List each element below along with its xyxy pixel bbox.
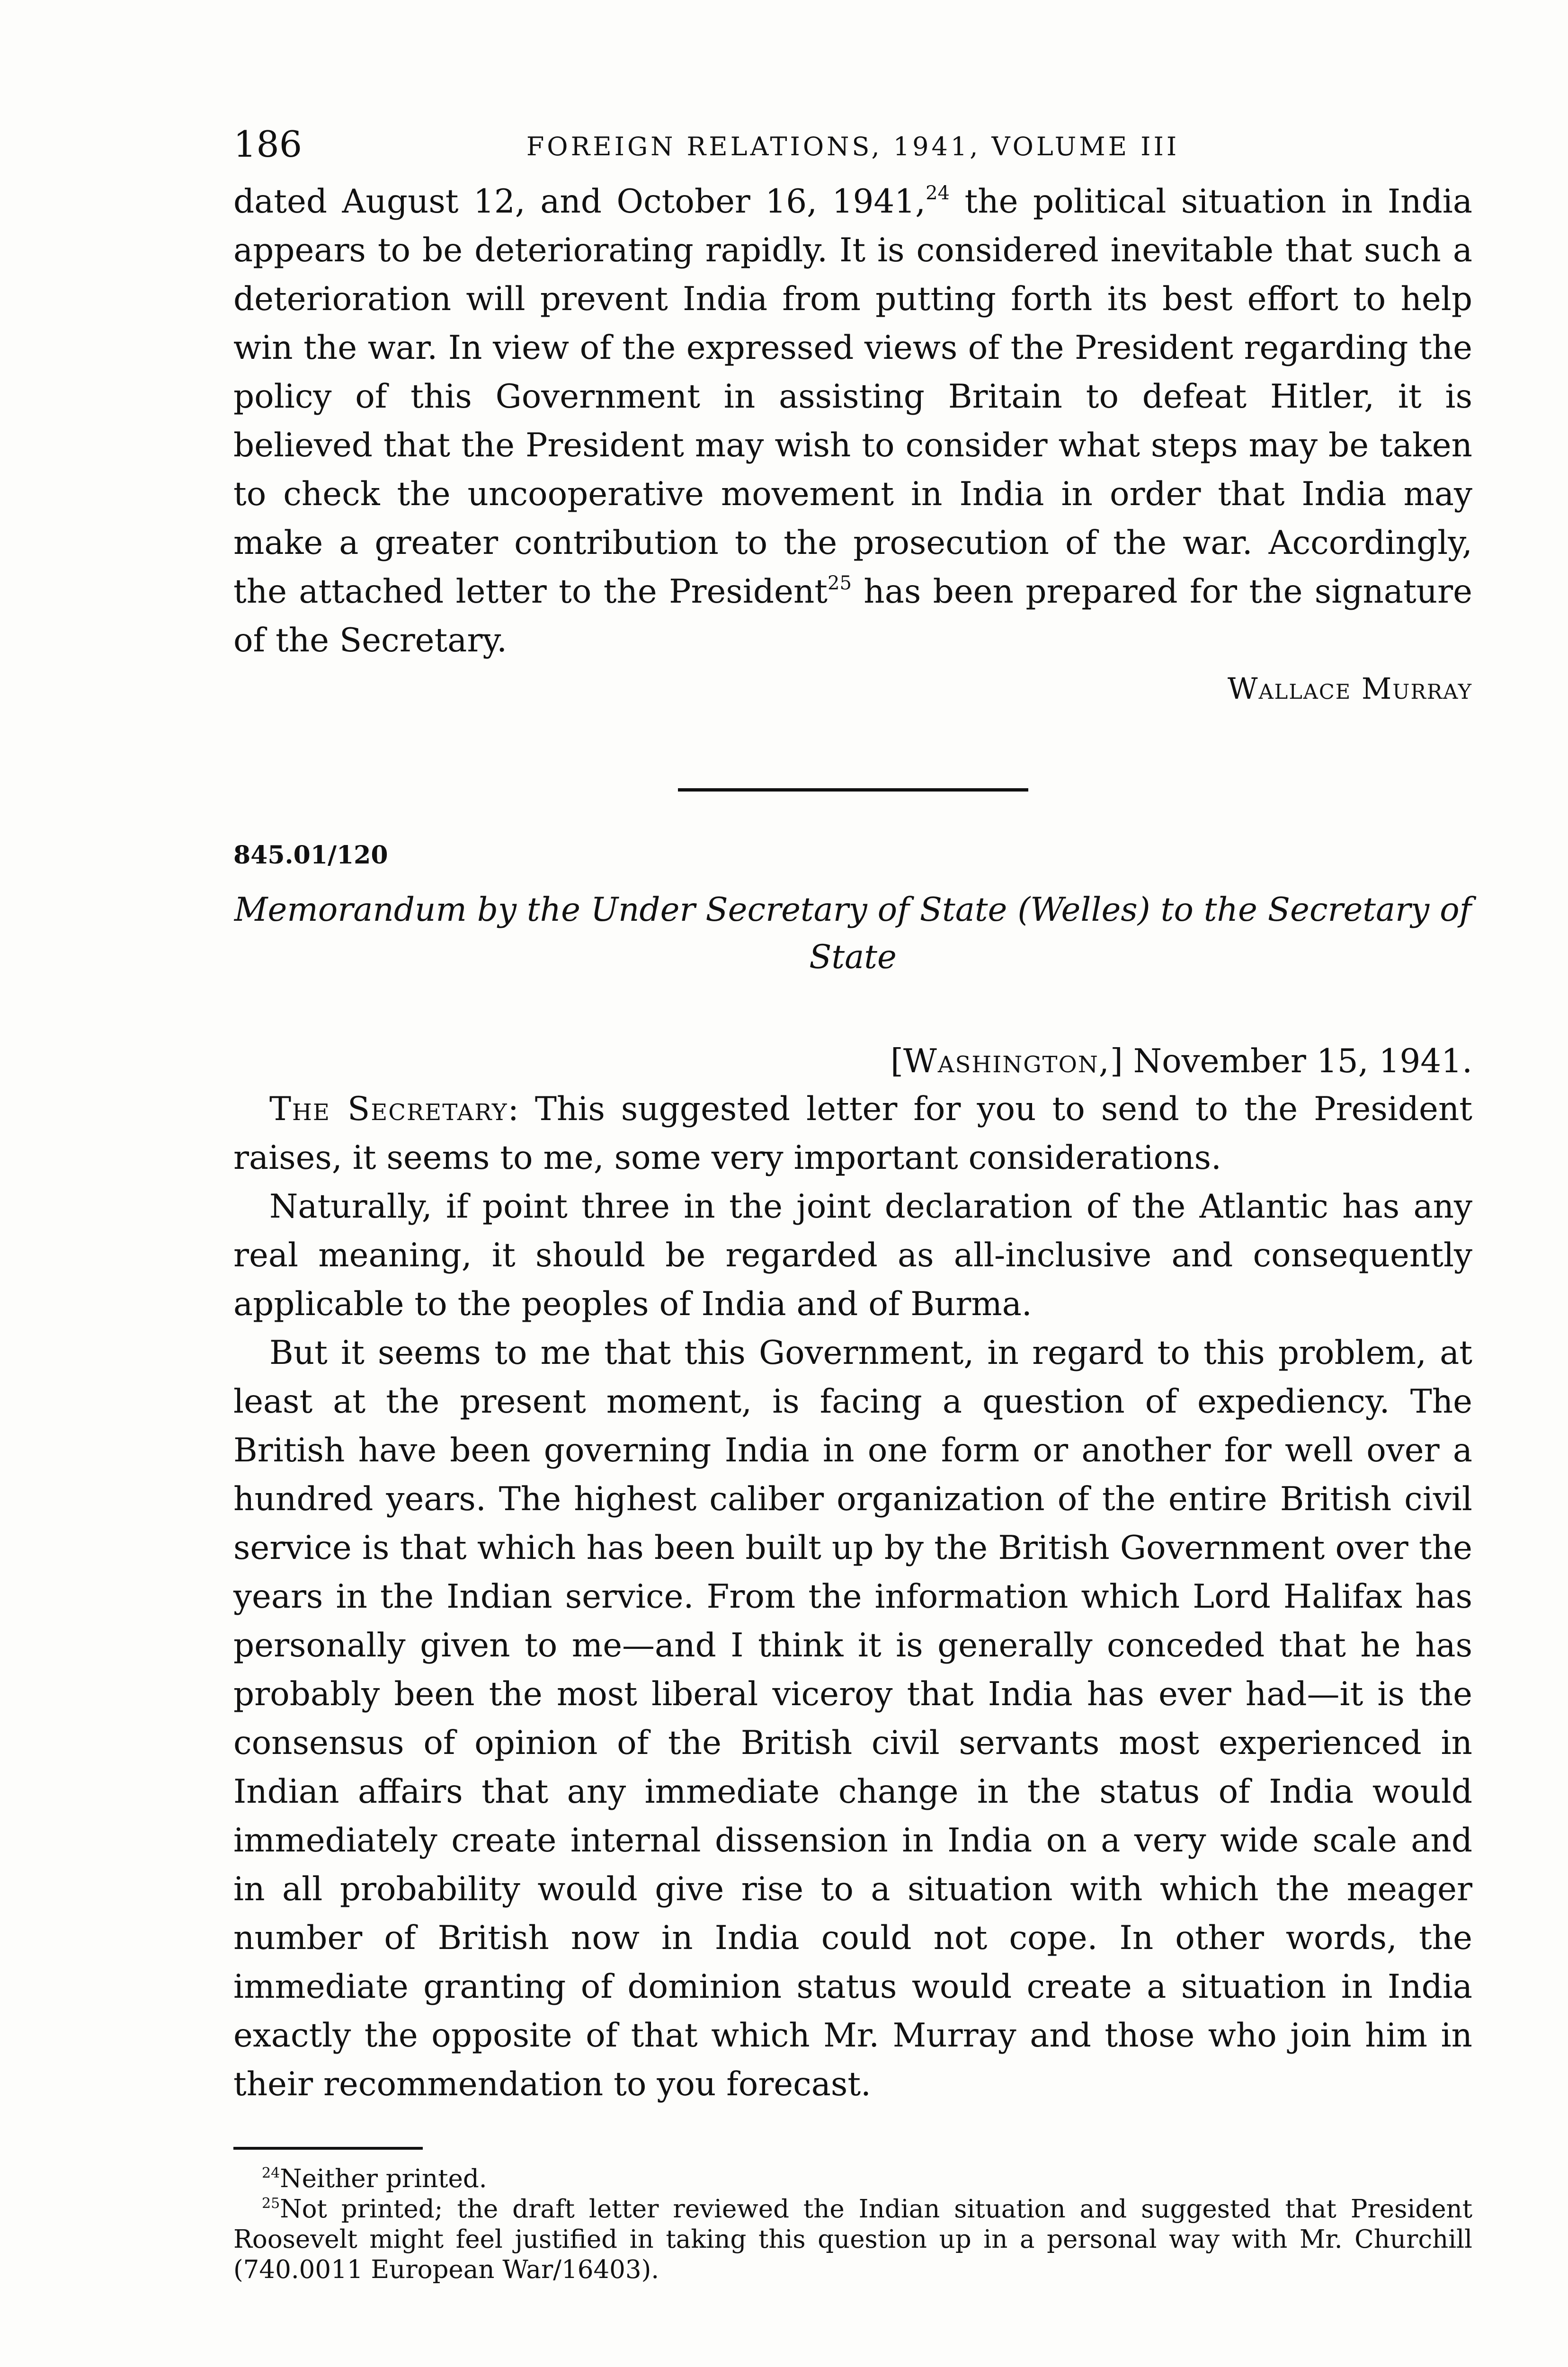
section-divider [678, 788, 1028, 792]
paragraph: But it seems to me that this Government, in regard to this problem, at least at the present moment, is facing a question of expediency. The British have been governing India in one form or another for well over a hundred years. The highest caliber organization of the entire British civil service is that which has been built up by the British Government over the years in the Indian service. From the information which Lord Halifax has personally given to me—and I think it is generally conceded that he has probably been the most liberal viceroy that India has ever had—it is the consensus of opinion of the British civil servants most experienced in Indian affairs that any immediate change in the status of India would immediately create internal dissension in India on a very wide scale and in all probability would give rise to a situation with which the meager number of British now in India could not cope. In other words, the immediate granting of dominion status would create a situation in India exactly the opposite of that which Mr. Murray and those who join him in their recommendation to you forecast. [233, 1334, 1472, 2103]
paragraph-text: the political situation in India appears to be deteriorating rapidly. It is considered inevitable that such a deterioration will prevent India from putting forth its best effort to help win the war. In view of the expressed views of the President regarding the policy of this Government in assisting Britain to defeat Hitler, it is believed that the President may wish to consider what steps may be taken to check the uncooperative movement in India in order that India may make a greater contribution to the prosecution of the war. Accordingly, the attached letter to the President [233, 183, 1473, 611]
paragraph: Naturally, if point three in the joint declaration of the Atlantic has any real meaning, it should be regarded as all-inclusive and consequently applicable to the peoples of India and of Burma. [233, 1188, 1472, 1323]
paragraph-continued [233, 178, 1472, 665]
page-number: 186 [233, 123, 303, 165]
paragraph-text: : This suggested letter for you to send to the President raises, it seems to me, some very important considerations. [233, 1090, 1472, 1177]
running-head: FOREIGN RELATIONS, 1941, VOLUME III [526, 132, 1180, 161]
dateline-date: November 15, 1941. [1133, 1042, 1472, 1080]
footnote-marker: 24 [262, 2165, 280, 2181]
paragraph-salutation [233, 1085, 1472, 1183]
page-header [233, 121, 1472, 178]
footnote-text: Not printed; the draft letter reviewed the Indian situation and suggested that President Roosevelt might feel justified in taking this question up in a personal way with Mr. Churchill (740.0011 European War/16403). [233, 2195, 1472, 2284]
footnote-ref-24: 24 [926, 182, 950, 204]
footnote-ref-25: 25 [828, 572, 852, 594]
file-number: 845.01/120 [233, 841, 388, 870]
footnote-25 [233, 2194, 1472, 2285]
dateline-place: Washington, [903, 1042, 1110, 1080]
paragraph-text: has been prepared for the signature of the Secretary. [233, 573, 1472, 659]
paragraph-text: dated August 12, and October 16, 1941, [233, 183, 926, 221]
footnote-marker: 25 [262, 2195, 280, 2212]
dateline: [Washington,] November 15, 1941. [891, 1042, 1472, 1080]
document-page [233, 121, 1472, 2285]
signature [233, 665, 1472, 712]
footnotes [233, 2164, 1472, 2285]
signature-name: Wallace Murray [1227, 671, 1472, 706]
salutation: The Secretary [269, 1090, 508, 1128]
footnote-24 [233, 2164, 1472, 2194]
footnote-text: Neither printed. [280, 2164, 487, 2193]
footnote-rule [233, 2147, 423, 2150]
memo-title: Memorandum by the Under Secretary of State (Welles) to the Secretary of State [234, 891, 1472, 976]
